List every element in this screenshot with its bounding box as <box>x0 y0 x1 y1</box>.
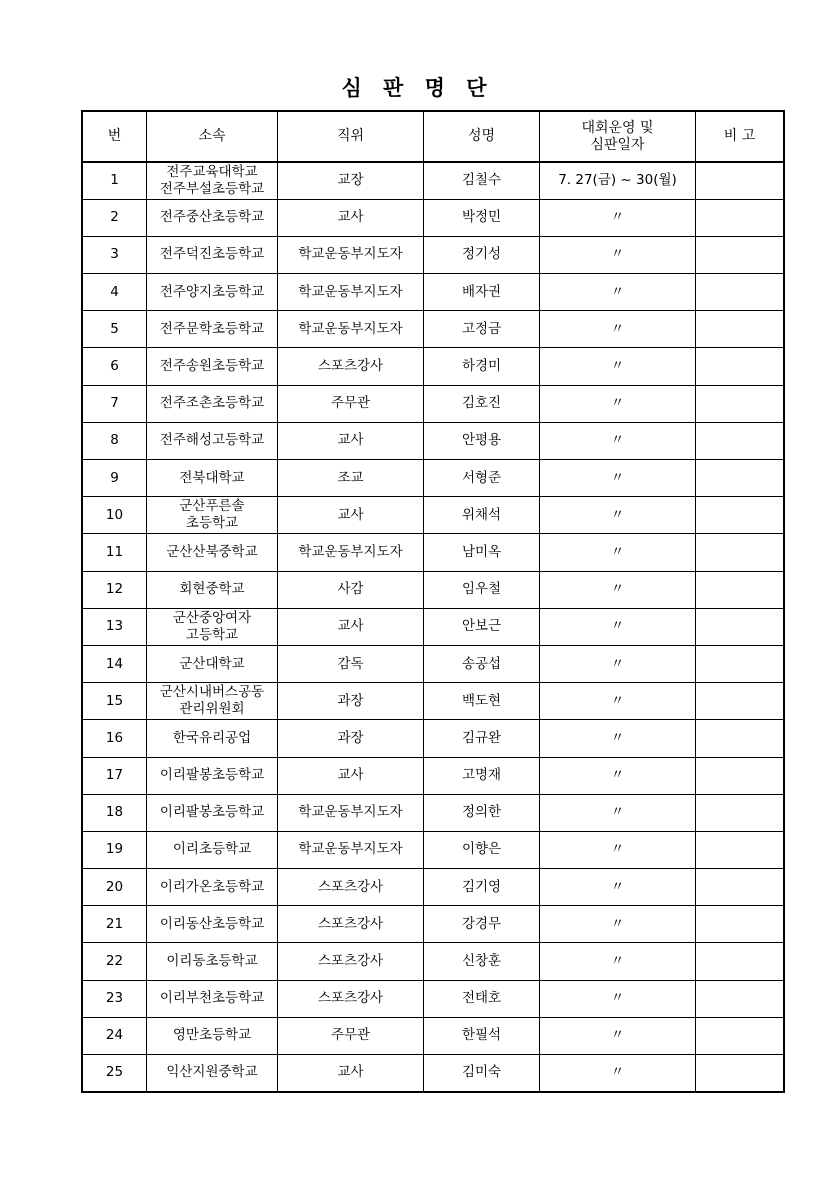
cell-affiliation: 군산푸른솔 초등학교 <box>147 497 278 534</box>
cell-name: 백도현 <box>424 683 540 720</box>
cell-affiliation: 익산지원중학교 <box>147 1055 278 1092</box>
cell-affiliation: 전주송원초등학교 <box>147 348 278 385</box>
cell-date: 〃 <box>540 422 696 459</box>
table-row <box>82 757 784 794</box>
cell-date: 〃 <box>540 906 696 943</box>
cell-no: 22 <box>82 943 147 980</box>
cell-note <box>696 385 785 422</box>
header-position: 직위 <box>278 111 424 162</box>
cell-date: 〃 <box>540 460 696 497</box>
cell-name: 김기영 <box>424 869 540 906</box>
cell-name: 신창훈 <box>424 943 540 980</box>
cell-position: 학교운동부지도자 <box>278 534 424 571</box>
table-row <box>82 162 784 199</box>
cell-note <box>696 162 785 199</box>
cell-note <box>696 497 785 534</box>
table-row <box>82 906 784 943</box>
cell-date: 〃 <box>540 385 696 422</box>
cell-position: 스포츠강사 <box>278 869 424 906</box>
cell-no: 21 <box>82 906 147 943</box>
cell-name: 정의한 <box>424 794 540 831</box>
cell-date: 〃 <box>540 794 696 831</box>
cell-no: 4 <box>82 274 147 311</box>
cell-name: 안보근 <box>424 608 540 645</box>
header-no: 번 <box>82 111 147 162</box>
cell-position: 교사 <box>278 422 424 459</box>
table-row <box>82 534 784 571</box>
cell-note <box>696 980 785 1017</box>
cell-name: 송공섭 <box>424 645 540 682</box>
cell-no: 8 <box>82 422 147 459</box>
table-row <box>82 831 784 868</box>
cell-affiliation: 전주해성고등학교 <box>147 422 278 459</box>
cell-name: 고정금 <box>424 311 540 348</box>
cell-note <box>696 274 785 311</box>
cell-name: 안평용 <box>424 422 540 459</box>
cell-note <box>696 422 785 459</box>
cell-date: 〃 <box>540 757 696 794</box>
cell-name: 정기성 <box>424 236 540 273</box>
cell-note <box>696 831 785 868</box>
cell-affiliation: 전주문학초등학교 <box>147 311 278 348</box>
cell-note <box>696 199 785 236</box>
table-row <box>82 236 784 273</box>
cell-no: 11 <box>82 534 147 571</box>
table-row <box>82 348 784 385</box>
cell-no: 18 <box>82 794 147 831</box>
cell-note <box>696 571 785 608</box>
cell-name: 위채석 <box>424 497 540 534</box>
cell-date: 〃 <box>540 571 696 608</box>
cell-date: 〃 <box>540 831 696 868</box>
cell-date: 〃 <box>540 1055 696 1092</box>
header-row <box>82 111 784 162</box>
cell-no: 23 <box>82 980 147 1017</box>
cell-no: 6 <box>82 348 147 385</box>
cell-affiliation: 군산시내버스공동 관리위원회 <box>147 683 278 720</box>
cell-name: 강경무 <box>424 906 540 943</box>
table-row <box>82 571 784 608</box>
table-row <box>82 422 784 459</box>
cell-no: 2 <box>82 199 147 236</box>
cell-name: 전태호 <box>424 980 540 1017</box>
cell-date: 〃 <box>540 980 696 1017</box>
cell-position: 스포츠강사 <box>278 348 424 385</box>
cell-no: 10 <box>82 497 147 534</box>
cell-position: 과장 <box>278 720 424 757</box>
cell-no: 5 <box>82 311 147 348</box>
table-row <box>82 497 784 534</box>
cell-note <box>696 236 785 273</box>
cell-note <box>696 460 785 497</box>
cell-no: 25 <box>82 1055 147 1092</box>
cell-position: 감독 <box>278 645 424 682</box>
cell-date: 〃 <box>540 645 696 682</box>
table-header <box>82 111 784 162</box>
cell-position: 주무관 <box>278 1017 424 1054</box>
cell-affiliation: 군산중앙여자 고등학교 <box>147 608 278 645</box>
header-date: 대회운영 및 심판일자 <box>540 111 696 162</box>
cell-name: 남미옥 <box>424 534 540 571</box>
table-row <box>82 608 784 645</box>
cell-position: 교장 <box>278 162 424 199</box>
cell-note <box>696 1055 785 1092</box>
cell-date: 〃 <box>540 497 696 534</box>
cell-position: 교사 <box>278 1055 424 1092</box>
cell-position: 학교운동부지도자 <box>278 794 424 831</box>
cell-affiliation: 이리가온초등학교 <box>147 869 278 906</box>
cell-note <box>696 943 785 980</box>
header-name: 성명 <box>424 111 540 162</box>
cell-no: 3 <box>82 236 147 273</box>
header-affiliation: 소속 <box>147 111 278 162</box>
cell-affiliation: 군산산북중학교 <box>147 534 278 571</box>
cell-no: 12 <box>82 571 147 608</box>
cell-affiliation: 이리동초등학교 <box>147 943 278 980</box>
cell-no: 24 <box>82 1017 147 1054</box>
cell-date: 〃 <box>540 869 696 906</box>
cell-affiliation: 이리팔봉초등학교 <box>147 757 278 794</box>
table-row <box>82 1055 784 1092</box>
cell-no: 19 <box>82 831 147 868</box>
table-row <box>82 645 784 682</box>
cell-note <box>696 645 785 682</box>
cell-date: 〃 <box>540 274 696 311</box>
cell-no: 16 <box>82 720 147 757</box>
cell-affiliation: 이리동산초등학교 <box>147 906 278 943</box>
cell-note <box>696 1017 785 1054</box>
cell-position: 사감 <box>278 571 424 608</box>
table-row <box>82 1017 784 1054</box>
cell-no: 7 <box>82 385 147 422</box>
cell-position: 교사 <box>278 757 424 794</box>
referee-table <box>81 110 785 1093</box>
cell-note <box>696 608 785 645</box>
table-row <box>82 199 784 236</box>
cell-position: 학교운동부지도자 <box>278 831 424 868</box>
table-row <box>82 311 784 348</box>
cell-name: 김미숙 <box>424 1055 540 1092</box>
cell-affiliation: 전주덕진초등학교 <box>147 236 278 273</box>
cell-date: 〃 <box>540 348 696 385</box>
cell-name: 고명재 <box>424 757 540 794</box>
cell-no: 1 <box>82 162 147 199</box>
cell-date: 〃 <box>540 1017 696 1054</box>
cell-note <box>696 683 785 720</box>
cell-note <box>696 348 785 385</box>
cell-affiliation: 영만초등학교 <box>147 1017 278 1054</box>
cell-note <box>696 534 785 571</box>
cell-date: 〃 <box>540 236 696 273</box>
cell-name: 하경미 <box>424 348 540 385</box>
cell-position: 교사 <box>278 608 424 645</box>
cell-name: 김칠수 <box>424 162 540 199</box>
cell-date: 〃 <box>540 943 696 980</box>
cell-affiliation: 한국유리공업 <box>147 720 278 757</box>
table-row <box>82 385 784 422</box>
cell-position: 교사 <box>278 497 424 534</box>
cell-date: 〃 <box>540 534 696 571</box>
cell-affiliation: 전주조촌초등학교 <box>147 385 278 422</box>
cell-note <box>696 757 785 794</box>
cell-no: 17 <box>82 757 147 794</box>
cell-no: 20 <box>82 869 147 906</box>
cell-no: 13 <box>82 608 147 645</box>
table-row <box>82 720 784 757</box>
header-note: 비 고 <box>696 111 785 162</box>
table-body <box>82 162 784 1092</box>
page-title: 심 판 명 단 <box>341 76 494 100</box>
cell-date: 7. 27(금) ~ 30(월) <box>540 162 696 199</box>
table-row <box>82 460 784 497</box>
cell-position: 스포츠강사 <box>278 980 424 1017</box>
cell-note <box>696 794 785 831</box>
table-row <box>82 943 784 980</box>
cell-position: 조교 <box>278 460 424 497</box>
cell-affiliation: 이리부천초등학교 <box>147 980 278 1017</box>
cell-affiliation: 전주교육대학교 전주부설초등학교 <box>147 162 278 199</box>
table-row <box>82 980 784 1017</box>
cell-affiliation: 이리초등학교 <box>147 831 278 868</box>
cell-position: 학교운동부지도자 <box>278 274 424 311</box>
cell-position: 학교운동부지도자 <box>278 311 424 348</box>
cell-note <box>696 720 785 757</box>
cell-name: 임우철 <box>424 571 540 608</box>
cell-affiliation: 전주양지초등학교 <box>147 274 278 311</box>
cell-affiliation: 전주중산초등학교 <box>147 199 278 236</box>
table-row <box>82 274 784 311</box>
cell-name: 서형준 <box>424 460 540 497</box>
cell-name: 박정민 <box>424 199 540 236</box>
cell-note <box>696 906 785 943</box>
cell-position: 학교운동부지도자 <box>278 236 424 273</box>
cell-position: 교사 <box>278 199 424 236</box>
cell-name: 한필석 <box>424 1017 540 1054</box>
cell-no: 9 <box>82 460 147 497</box>
cell-position: 주무관 <box>278 385 424 422</box>
cell-no: 15 <box>82 683 147 720</box>
cell-date: 〃 <box>540 683 696 720</box>
cell-position: 스포츠강사 <box>278 943 424 980</box>
table-row <box>82 683 784 720</box>
cell-name: 이향은 <box>424 831 540 868</box>
cell-date: 〃 <box>540 720 696 757</box>
table-row <box>82 869 784 906</box>
cell-date: 〃 <box>540 311 696 348</box>
cell-affiliation: 회현중학교 <box>147 571 278 608</box>
cell-note <box>696 869 785 906</box>
cell-date: 〃 <box>540 199 696 236</box>
cell-note <box>696 311 785 348</box>
table-row <box>82 794 784 831</box>
cell-position: 과장 <box>278 683 424 720</box>
cell-affiliation: 이리팔봉초등학교 <box>147 794 278 831</box>
cell-name: 김규완 <box>424 720 540 757</box>
cell-name: 배자권 <box>424 274 540 311</box>
cell-affiliation: 군산대학교 <box>147 645 278 682</box>
cell-date: 〃 <box>540 608 696 645</box>
cell-no: 14 <box>82 645 147 682</box>
cell-name: 김호진 <box>424 385 540 422</box>
cell-position: 스포츠강사 <box>278 906 424 943</box>
cell-affiliation: 전북대학교 <box>147 460 278 497</box>
